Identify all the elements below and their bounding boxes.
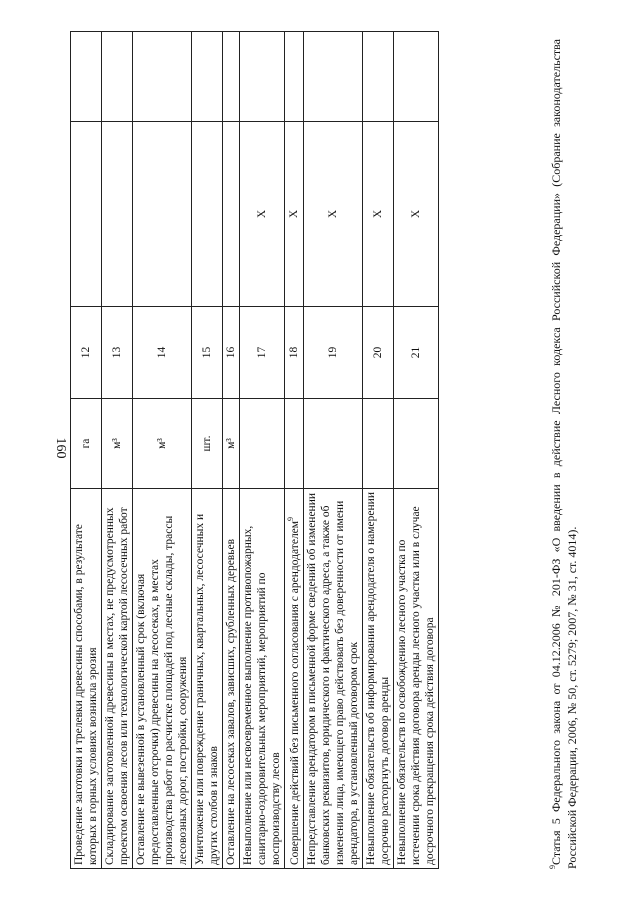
row-mark: X [304,122,363,307]
footnote [548,39,580,869]
row-empty-cell [71,32,102,122]
row-number: 15 [192,307,223,399]
row-unit [394,399,439,489]
table-row [304,32,363,869]
row-description: Невыполнение или несвоевременное выполнение противопожарных, санитарно-оздоровительных мероприятий, мероприятий по воспроизводству лесов [240,489,285,869]
table-row [363,32,394,869]
row-mark [223,122,240,307]
row-description: Оставление не вывезенной в установленный срок (включая предоставленные отсрочки) древесины на лесосеках, в местах производства работ по расчистке площадей под лесные склады, трассы лесовозных дорог, постройки, сооружения [133,489,192,869]
table-row [71,32,102,869]
row-description: Уничтожение или повреждение граничных, квартальных, лесосечных и других столбов и знаков [192,489,223,869]
row-number: 20 [363,307,394,399]
row-description: Невыполнение обязательств об информировании арендодателя о намерении досрочно расторгнуть договор аренды [363,489,394,869]
row-unit: м³ [102,399,133,489]
row-empty-cell [285,32,304,122]
row-unit [285,399,304,489]
row-number: 18 [285,307,304,399]
row-description: Невыполнение обязательств по освобождению лесного участка по истечении срока действия договора аренды лесного участка или в случае досрочного прекращения срока действия договора [394,489,439,869]
row-mark [102,122,133,307]
row-number: 16 [223,307,240,399]
row-unit: м³ [223,399,240,489]
row-empty-cell [304,32,363,122]
row-number: 12 [71,307,102,399]
table-row [133,32,192,869]
row-unit: га [71,399,102,489]
row-mark [192,122,223,307]
row-description: Проведение заготовки и трелевки древесины способами, в результате которых в горных условиях возникла эрозия [71,489,102,869]
table-row [192,32,223,869]
footnote-marker: 9 [548,865,557,869]
row-mark: X [363,122,394,307]
row-description: Оставление на лесосеках завалов, зависших, срубленных деревьев [223,489,240,869]
row-number: 19 [304,307,363,399]
table-row [102,32,133,869]
row-number: 21 [394,307,439,399]
row-unit: шт. [192,399,223,489]
row-empty-cell [240,32,285,122]
row-number: 14 [133,307,192,399]
row-empty-cell [102,32,133,122]
row-empty-cell [223,32,240,122]
footnote-reference: 9 [286,516,296,521]
table-row [223,32,240,869]
row-description: Совершение действий без письменного согласования с арендодателем$^9$ [285,489,304,869]
table-row [394,32,439,869]
row-number: 17 [240,307,285,399]
row-empty-cell [192,32,223,122]
row-unit: м³ [133,399,192,489]
page-number: 160 [53,437,68,459]
row-description: Складирование заготовленной древесины в местах, не предусмотренных проектом освоения лесов или технологической картой лесосечных работ [102,489,133,869]
footnote-text: Статья 5 Федерального закона от 04.12.2006 № 201-ФЗ «О введении в действие Лесного кодекса Российской Федерации» (Собрание законодательства Российской Федерации, 2006, № 50, ст. 5279; 2007, № 31, ст. 4014). [549,39,580,869]
row-unit [240,399,285,489]
row-mark: X [394,122,439,307]
row-mark [133,122,192,307]
table-row [285,32,304,869]
row-empty-cell [394,32,439,122]
penalty-table [70,31,439,869]
table-row [240,32,285,869]
row-unit [363,399,394,489]
row-description: Непредставление арендатором в письменной форме сведений об изменении банковских реквизитов, юридического и фактического адреса, а также об изменении лица, имеющего право действовать без доверенности от имени арендатора, в установленный договором срок [304,489,363,869]
row-mark [71,122,102,307]
row-unit [304,399,363,489]
row-empty-cell [133,32,192,122]
row-mark: X [240,122,285,307]
row-mark: X [285,122,304,307]
row-empty-cell [363,32,394,122]
row-number: 13 [102,307,133,399]
